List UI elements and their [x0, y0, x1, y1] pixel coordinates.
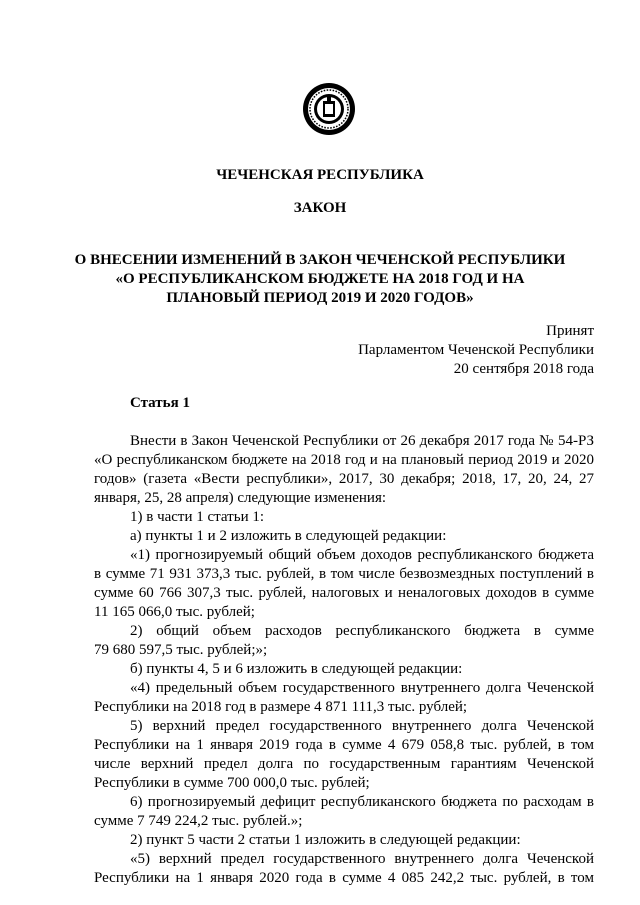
- article-line: б) пункты 4, 5 и 6 изложить в следующей редакции:: [130, 661, 463, 677]
- article-line: в сумме 71 931 373,3 тыс. рублей, в том числе безвозмездных поступлений в: [94, 566, 594, 582]
- adopted-date: 20 сентября 2018 года: [453, 361, 594, 377]
- article-line: Республики на 2018 год в размере 4 871 111,3 тыс. рублей;: [94, 699, 468, 715]
- article-line: а) пункты 1 и 2 изложить в следующей редакции:: [130, 528, 447, 544]
- article-line: 6) прогнозируемый дефицит республиканского бюджета по расходам в: [130, 794, 594, 810]
- article-title: Статья 1: [130, 395, 190, 411]
- article-line: 5) верхний предел государственного внутреннего долга Чеченской: [130, 718, 594, 734]
- coat-of-arms-icon: [302, 82, 356, 136]
- region-heading: ЧЕЧЕНСКАЯ РЕСПУБЛИКА: [216, 167, 424, 183]
- article-line: сумме 7 749 224,2 тыс. рублей.»;: [94, 813, 303, 829]
- article-line: Республики в сумме 700 000,0 тыс. рублей;: [94, 775, 370, 791]
- document-type: ЗАКОН: [293, 200, 347, 216]
- law-title-line: ПЛАНОВЫЙ ПЕРИОД 2019 И 2020 ГОДОВ»: [166, 290, 474, 306]
- article-line: годов» (газета «Вести республики», 2017, 30 декабря; 2018, 17, 20, 24, 27: [94, 471, 594, 487]
- article-line: Республики на 1 января 2019 года в сумме 4 679 058,8 тыс. рублей, в том: [94, 737, 594, 753]
- article-line: 1) в части 1 статьи 1:: [130, 509, 265, 525]
- article-line: «5) верхний предел государственного внутреннего долга Чеченской: [130, 851, 594, 867]
- article-line: 2) пункт 5 части 2 статьи 1 изложить в следующей редакции:: [130, 832, 521, 848]
- article-line: 79 680 597,5 тыс. рублей;»;: [94, 642, 268, 658]
- article-line: «1) прогнозируемый общий объем доходов республиканского бюджета: [130, 547, 594, 563]
- law-title-line: О ВНЕСЕНИИ ИЗМЕНЕНИЙ В ЗАКОН ЧЕЧЕНСКОЙ РЕСПУБЛИКИ: [74, 252, 566, 268]
- article-line: Внести в Закон Чеченской Республики от 26 декабря 2017 года № 54-РЗ: [130, 433, 594, 449]
- law-title-line: «О РЕСПУБЛИКАНСКОМ БЮДЖЕТЕ НА 2018 ГОД И НА: [115, 271, 525, 287]
- adopted-label: Принят: [546, 323, 594, 339]
- article-line: 11 165 066,0 тыс. рублей;: [94, 604, 255, 620]
- article-line: числе верхний предел долга по государственным гарантиям Чеченской: [94, 756, 594, 772]
- article-line: «О республиканском бюджете на 2018 год и на плановый период 2019 и 2020: [94, 452, 594, 468]
- article-line: «4) предельный объем государственного внутреннего долга Чеченской: [130, 680, 594, 696]
- article-line: 2) общий объем расходов республиканского бюджета в сумме: [130, 623, 594, 639]
- article-line: Республики на 1 января 2020 года в сумме 4 085 242,2 тыс. рублей, в том: [94, 870, 594, 886]
- article-line: января, 25, 28 апреля) следующие изменения:: [94, 490, 387, 506]
- adopted-by: Парламентом Чеченской Республики: [358, 342, 594, 358]
- article-line: сумме 60 766 307,3 тыс. рублей, налоговых и неналоговых доходов в сумме: [94, 585, 594, 601]
